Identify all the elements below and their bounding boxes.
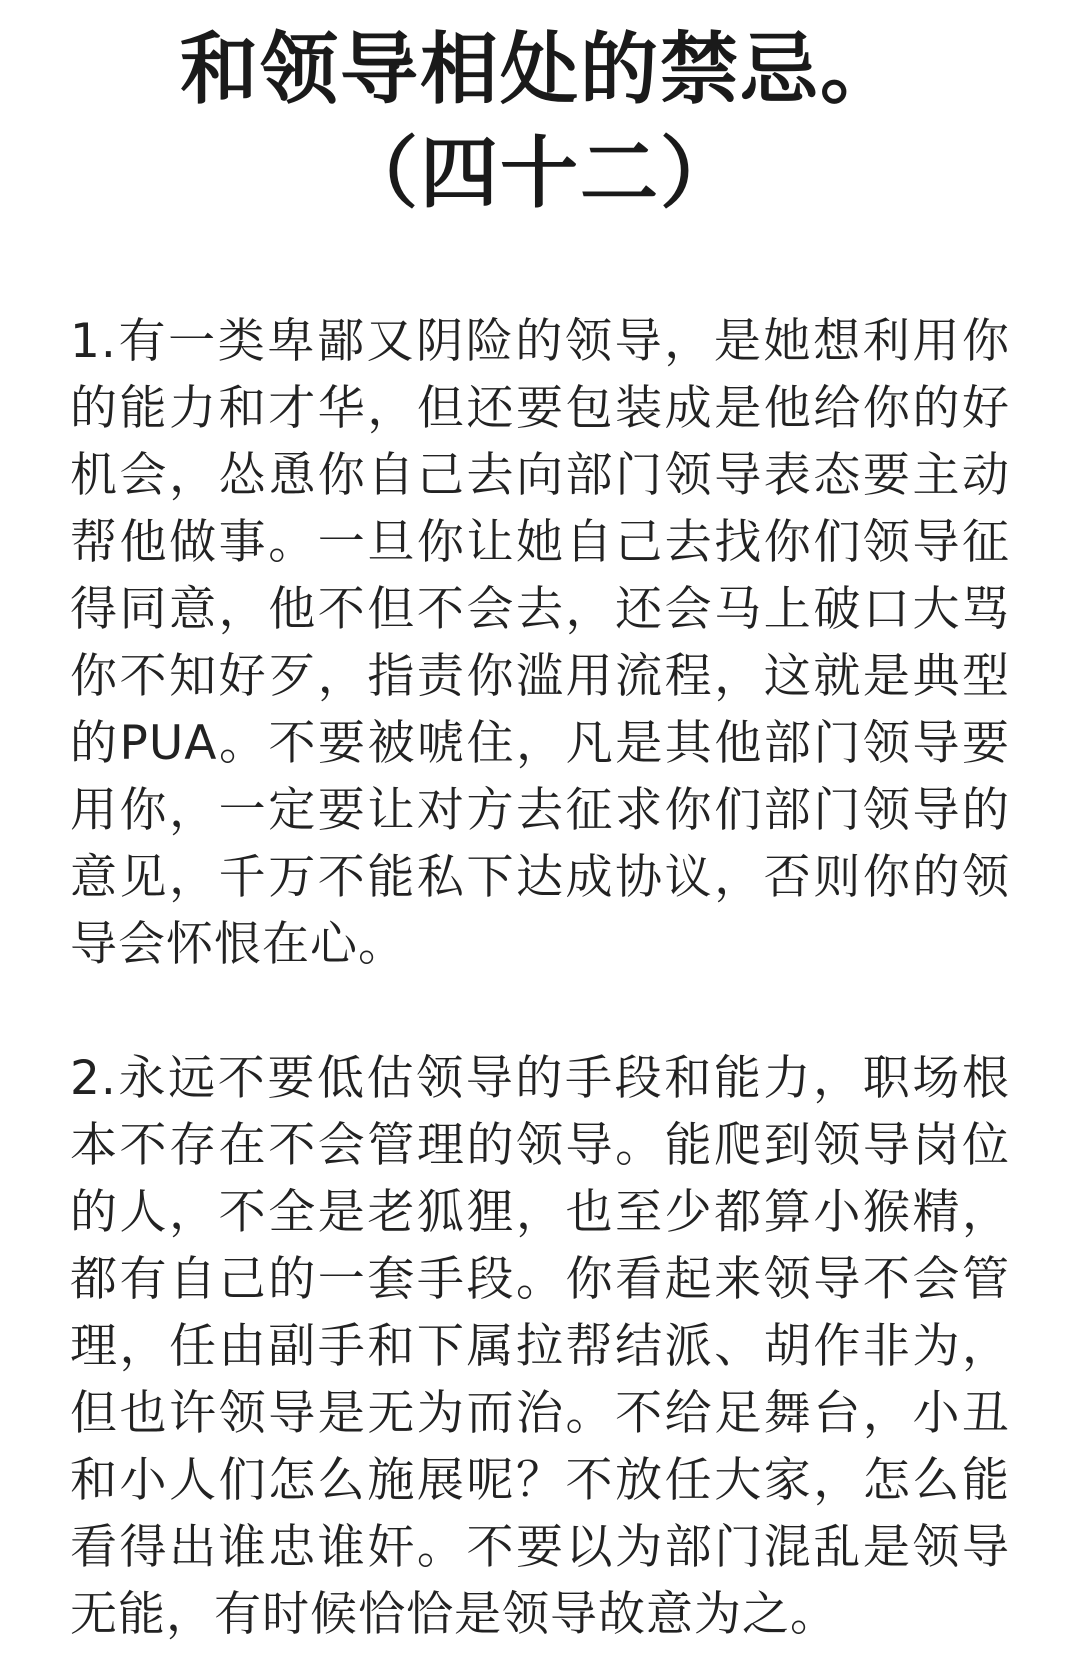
page-title bbox=[70, 18, 1010, 226]
title-line-2: （四十二） bbox=[339, 129, 740, 219]
paragraph-2: 2.永远不要低估领导的手段和能力，职场根本不存在不会管理的领导。能爬到领导岗位的人，不全是老狐狸，也至少都算小猴精，都有自己的一套手段。你看起来领导不会管理，任由副手和下属拉帮结派、胡作非为，但也许领导是无为而治。不给足舞台，小丑和小人们怎么施展呢？不放任大家，怎么能看得出谁忠谁奸。不要以为部门混乱是领导无能，有时候恰恰是领导故意为之。 bbox=[70, 1051, 1010, 1642]
title-line-1: 和领导相处的禁忌。 bbox=[179, 25, 900, 115]
paragraph-1: 1.有一类卑鄙又阴险的领导，是她想利用你的能力和才华，但还要包装成是他给你的好机会，怂恿你自己去向部门领导表态要主动帮他做事。一旦你让她自己去找你们领导征得同意，他不但不会去，还会马上破口大骂你不知好歹，指责你滥用流程，这就是典型的PUA。不要被唬住，凡是其他部门领导要用你，一定要让对方去征求你们部门领导的意见，千万不能私下达成协议，否则你的领导会怀恨在心。 bbox=[70, 314, 1010, 972]
